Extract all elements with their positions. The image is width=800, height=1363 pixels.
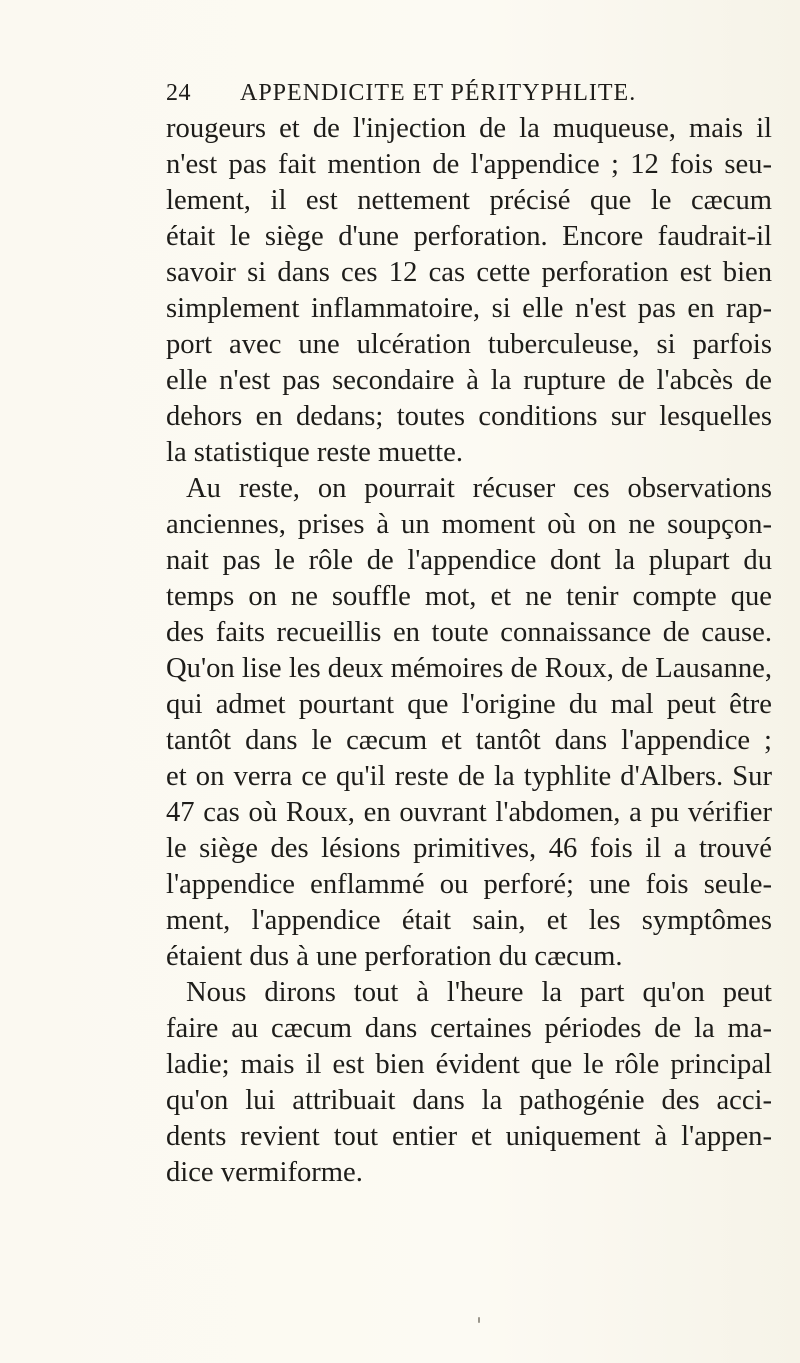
text-line: dice vermiforme. xyxy=(166,1157,363,1188)
text-line: n'est pas fait mention de l'appendice ; 12 fois seu- xyxy=(166,149,772,180)
paper-speck xyxy=(478,1317,480,1323)
text-line: étaient dus à une perforation du cæcum. xyxy=(166,941,623,972)
text-line: simplement inflammatoire, si elle n'est pas en rap- xyxy=(166,293,772,324)
text-line: qui admet pourtant que l'origine du mal peut être xyxy=(166,689,772,720)
text-line: des faits recueillis en toute connaissance de cause. xyxy=(166,617,772,648)
text-line: dents revient tout entier et uniquement à l'appen- xyxy=(166,1121,772,1152)
text-line: lement, il est nettement précisé que le cæcum xyxy=(166,185,772,216)
text-line: tantôt dans le cæcum et tantôt dans l'appendice ; xyxy=(166,725,772,756)
text-line: savoir si dans ces 12 cas cette perforation est bien xyxy=(166,257,772,288)
text-line: rougeurs et de l'injection de la muqueuse, mais il xyxy=(166,113,772,144)
text-line: ment, l'appendice était sain, et les symptômes xyxy=(166,905,772,936)
text-line: temps on ne souffle mot, et ne tenir compte que xyxy=(166,581,772,612)
text-line: l'appendice enflammé ou perforé; une fois seule- xyxy=(166,869,772,900)
text-line: nait pas le rôle de l'appendice dont la plupart du xyxy=(166,545,772,576)
running-head-title: APPENDICITE ET PÉRITYPHLITE. xyxy=(240,80,637,106)
text-line: Au reste, on pourrait récuser ces observations xyxy=(186,473,772,504)
text-line: le siège des lésions primitives, 46 fois il a trouvé xyxy=(166,833,772,864)
page-number: 24 xyxy=(166,80,191,106)
text-line: la statistique reste muette. xyxy=(166,437,463,468)
text-line: dehors en dedans; toutes conditions sur lesquelles xyxy=(166,401,772,432)
text-line: et on verra ce qu'il reste de la typhlite d'Albers. Sur xyxy=(166,761,772,792)
text-line: qu'on lui attribuait dans la pathogénie des acci- xyxy=(166,1085,772,1116)
text-line: ladie; mais il est bien évident que le rôle principal xyxy=(166,1049,772,1080)
text-line: 47 cas où Roux, en ouvrant l'abdomen, a pu vérifier xyxy=(166,797,772,828)
running-head xyxy=(166,80,766,114)
body-text xyxy=(166,111,772,1191)
text-line: anciennes, prises à un moment où on ne soupçon- xyxy=(166,509,772,540)
text-line: Nous dirons tout à l'heure la part qu'on peut xyxy=(186,977,772,1008)
text-line: faire au cæcum dans certaines périodes de la ma- xyxy=(166,1013,772,1044)
text-line: port avec une ulcération tuberculeuse, si parfois xyxy=(166,329,772,360)
text-line: était le siège d'une perforation. Encore faudrait-il xyxy=(166,221,772,252)
text-line: Qu'on lise les deux mémoires de Roux, de Lausanne, xyxy=(166,653,772,684)
text-line: elle n'est pas secondaire à la rupture de l'abcès de xyxy=(166,365,772,396)
